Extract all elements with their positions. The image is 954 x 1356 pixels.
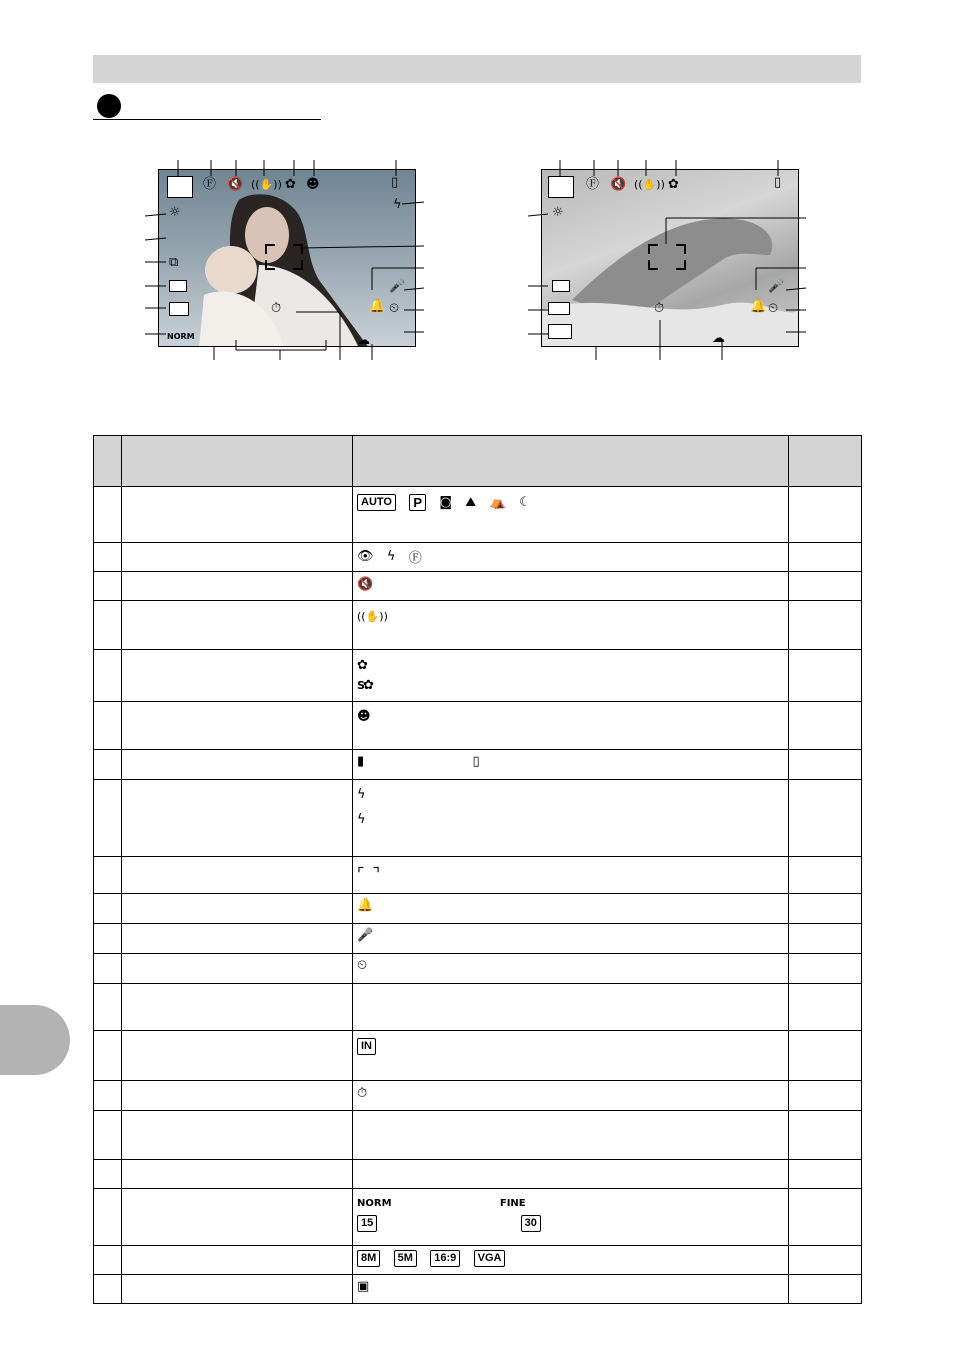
af-target-icon: ⌜⌝ <box>357 863 388 883</box>
sound-off-icon: 🔇 <box>227 177 244 192</box>
battery-icon: ▯ <box>774 175 782 190</box>
clock-icon: ⏲ <box>357 958 368 974</box>
size-vga-symbol: VGA <box>474 1250 506 1267</box>
white-balance-icon: ☼ <box>169 205 181 220</box>
battery-full-icon: ▮ <box>357 754 365 770</box>
spot-metering-icon: ▣ <box>357 1279 370 1295</box>
table-row <box>94 894 862 924</box>
frame-rate-30-symbol: 30 <box>521 1215 541 1232</box>
landscape-mode-icon: ⛰ <box>465 495 477 511</box>
fine-quality-symbol: FINE <box>499 1197 526 1209</box>
size-8m-symbol: 8M <box>357 1250 380 1267</box>
mic-icon: 🎤 <box>389 279 406 294</box>
white-balance-icon: ☼ <box>552 205 564 220</box>
battery-icon: ▯ <box>391 175 399 190</box>
flash-charging-icon: ϟ <box>357 812 366 828</box>
table-row <box>94 749 862 779</box>
cloud-shape: ☁ <box>712 331 725 346</box>
frame-rate-15-symbol: 15 <box>357 1215 377 1232</box>
flash-off-icon: Ⓕ <box>408 551 422 567</box>
table-row <box>94 487 862 543</box>
table-row <box>94 856 862 893</box>
self-timer-icon: ⏱ <box>271 301 282 316</box>
display-legend-table <box>93 435 862 1304</box>
sound-off-icon: 🔇 <box>610 177 627 192</box>
flash-off-icon: Ⓕ <box>203 177 217 192</box>
table-row <box>94 779 862 856</box>
callout-leader-lines <box>0 0 954 400</box>
flash-standby-icon: ϟ <box>357 787 366 803</box>
table-row <box>94 543 862 572</box>
size-5m-symbol: 5M <box>394 1250 417 1267</box>
super-macro-prefix: S <box>357 679 365 693</box>
table-header-row <box>94 436 862 487</box>
portrait-mode-icon: ◙ <box>439 495 452 511</box>
table-row <box>94 1159 862 1188</box>
shadow-adjustment-icon: ☻ <box>357 708 371 724</box>
sequential-icon: ⧉ <box>169 255 179 270</box>
macro-icon: ✿ <box>668 177 679 192</box>
battery-low-icon: ▯ <box>472 754 480 770</box>
size-16-9-symbol: 16:9 <box>430 1250 460 1267</box>
mic-icon: 🎤 <box>768 279 785 294</box>
clock-icon: ⏲ <box>389 301 400 316</box>
self-timer-icon: ⏱ <box>654 301 665 316</box>
table-row <box>94 954 862 984</box>
norm-quality-symbol: NORM <box>357 1197 392 1209</box>
table-row <box>94 1245 862 1274</box>
red-eye-icon: 👁 <box>357 549 374 565</box>
alarm-icon: 🔔 <box>369 299 386 314</box>
table-row <box>94 701 862 749</box>
image-stabilizer-icon: ((✋)) <box>634 178 665 191</box>
night-portrait-mode-icon: ☾ <box>519 495 531 511</box>
clock-icon: ⏲ <box>768 301 779 316</box>
table-row <box>94 1274 862 1303</box>
landscape-portrait-mode-icon: ⛺ <box>489 495 506 511</box>
table-row <box>94 1111 862 1159</box>
table-row <box>94 601 862 650</box>
shadow-adjustment-icon: ☻ <box>306 177 320 192</box>
table-row <box>94 984 862 1031</box>
macro-icon: ✿ <box>357 657 368 673</box>
table-row <box>94 650 862 701</box>
mic-icon: 🎤 <box>357 928 374 944</box>
flash-auto-icon: ϟ <box>386 549 396 565</box>
cloud-shape: ☁ <box>357 333 370 347</box>
flash-icon: ϟ <box>393 197 402 212</box>
chapter-side-tab <box>0 1005 70 1075</box>
table-row <box>94 572 862 601</box>
alarm-icon: 🔔 <box>357 898 374 914</box>
super-macro-icon: ✿ <box>362 678 374 694</box>
alarm-icon: 🔔 <box>750 299 767 314</box>
auto-mode-symbol: AUTO <box>357 494 396 511</box>
image-stabilizer-icon: ((✋)) <box>251 178 282 191</box>
self-timer-icon: ⏱ <box>357 1085 368 1101</box>
norm-quality-label: NORM <box>167 332 195 341</box>
macro-icon: ✿ <box>285 177 296 192</box>
internal-memory-symbol: IN <box>357 1038 376 1055</box>
image-stabilizer-icon: ((✋)) <box>357 609 388 623</box>
table-row <box>94 1031 862 1081</box>
flash-off-icon: Ⓕ <box>586 177 600 192</box>
table-row <box>94 924 862 954</box>
program-mode-symbol: P <box>409 494 426 511</box>
sound-off-icon: 🔇 <box>357 576 374 592</box>
table-row <box>94 1081 862 1111</box>
table-row <box>94 1188 862 1245</box>
